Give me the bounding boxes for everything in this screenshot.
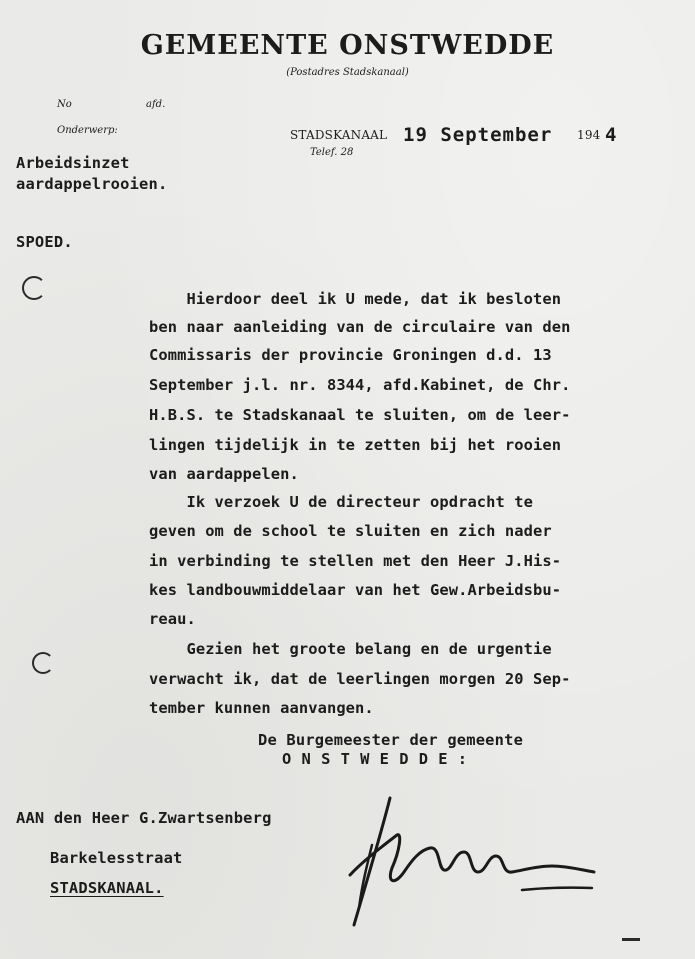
body-line: ben naar aanleiding van de circulaire van den (149, 318, 571, 336)
body-line: reau. (149, 610, 196, 628)
year-suffix: 4 (605, 124, 618, 146)
onderwerp-label: Onderwerp: (57, 125, 118, 136)
body-line: Hierdoor deel ik U mede, dat ik besloten (149, 290, 562, 308)
subject-line-1: Arbeidsinzet (16, 154, 130, 172)
addressee-name: AAN den Heer G.Zwartsenberg (16, 809, 272, 827)
phone-label: Telef. 28 (310, 147, 354, 158)
addressee-city: STADSKANAAL. (50, 879, 164, 897)
scan-mark (622, 938, 640, 941)
body-line: Gezien het groote belang en de urgentie (149, 640, 552, 658)
letterhead-title: GEMEENTE ONSTWEDDE (140, 30, 555, 61)
closing-title: De Burgemeester der gemeente (258, 731, 524, 749)
body-line: Ik verzoek U de directeur opdracht te (149, 493, 534, 511)
body-line: van aardappelen. (149, 465, 299, 483)
urgency-label: SPOED. (16, 233, 73, 251)
year-prefix: 194 (577, 128, 601, 142)
punch-hole-bottom (32, 652, 54, 674)
body-line: in verbinding te stellen met den Heer J.His- (149, 552, 562, 570)
punch-hole-top (22, 276, 46, 300)
no-label: No (57, 99, 72, 110)
place-label: STADSKANAAL (290, 128, 388, 142)
addressee-street: Barkelesstraat (50, 849, 183, 867)
body-line: kes landbouwmiddelaar van het Gew.Arbeidsbu- (149, 581, 562, 599)
body-line: verwacht ik, dat de leerlingen morgen 20 Sep- (149, 670, 571, 688)
signature-graphic (342, 790, 612, 940)
letterhead-subtitle: (Postadres Stadskanaal) (286, 67, 409, 78)
body-line: H.B.S. te Stadskanaal te sluiten, om de leer- (149, 406, 571, 424)
body-line: lingen tijdelijk in te zetten bij het rooien (149, 436, 562, 454)
body-line: geven om de school te sluiten en zich nader (149, 522, 552, 540)
date-value: 19 September (403, 124, 553, 146)
closing-municipality: O N S T W E D D E : (282, 750, 468, 768)
body-line: Commissaris der provincie Groningen d.d. 13 (149, 346, 552, 364)
body-line: tember kunnen aanvangen. (149, 699, 374, 717)
afd-label: afd. (146, 99, 166, 110)
subject-line-2: aardappelrooien. (16, 175, 168, 193)
body-line: September j.l. nr. 8344, afd.Kabinet, de Chr. (149, 376, 571, 394)
